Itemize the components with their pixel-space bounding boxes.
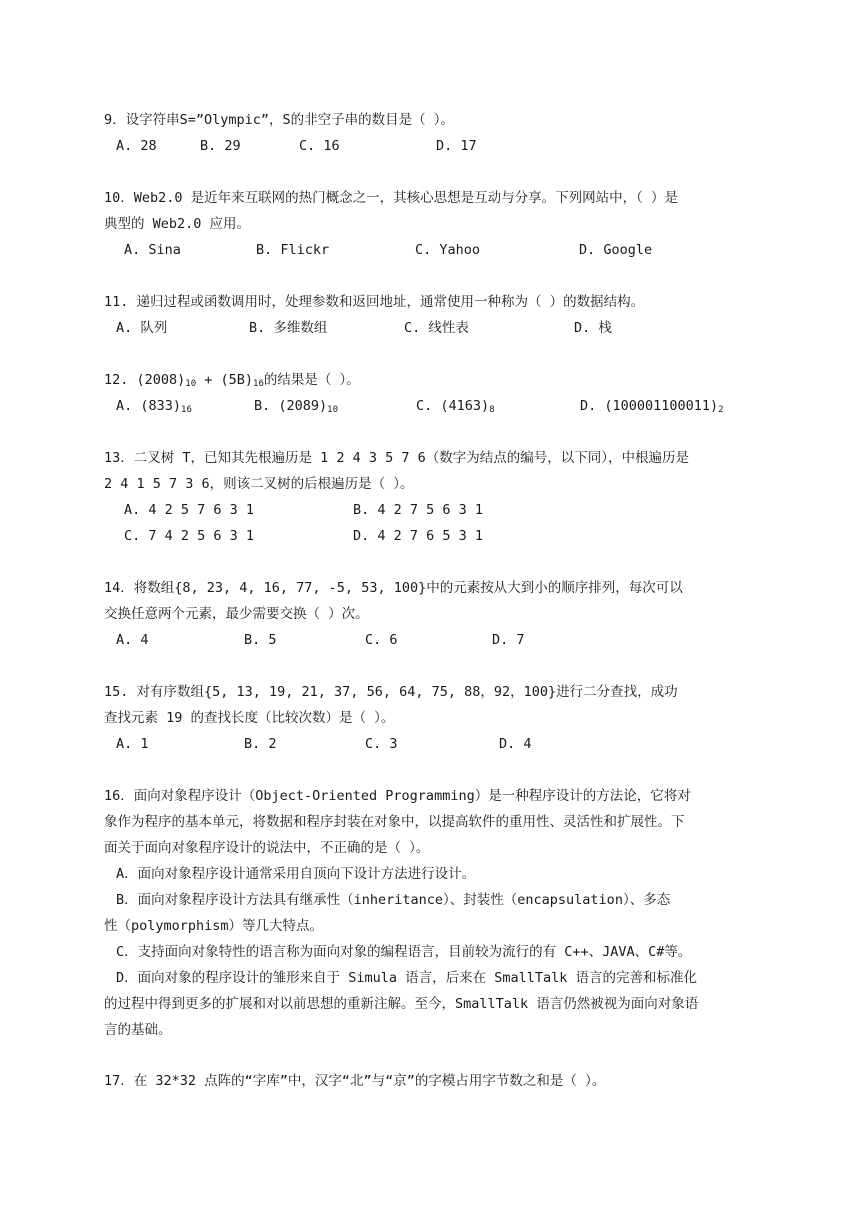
base-subscript: 10	[185, 379, 197, 389]
option-c: C. Yahoo	[415, 242, 481, 258]
question-17	[104, 1068, 764, 1094]
stem-part: + (5B)	[196, 372, 254, 388]
option-d: D. 7	[492, 632, 525, 648]
question-13	[104, 445, 764, 549]
option-a-value: A. (833)	[116, 398, 182, 414]
option-b: B. 5	[244, 632, 277, 648]
question-stem-line-2: 象作为程序的基本单元，将数据和程序封装在对象中，以提高软件的重用性、灵活性和扩展性。下	[104, 814, 685, 830]
option-c: C. 16	[299, 138, 340, 154]
question-10	[104, 185, 764, 263]
question-stem-line-2: 2 4 1 5 7 3 6，则该二叉树的后根遍历是（ ）。	[104, 476, 414, 492]
option-d: D. 17	[436, 138, 477, 154]
option-c: C. 7 4 2 5 6 3 1	[124, 528, 255, 544]
base-subscript: 16	[253, 379, 264, 389]
option-d-line-1: D．面向对象的程序设计的雏形来自于 Simula 语言，后来在 SmallTalk 语言的完善和标准化	[116, 970, 698, 986]
question-stem-line-3: 面关于面向对象程序设计的说法中，不正确的是（ ）。	[104, 840, 430, 856]
option-a: A. 1	[116, 736, 149, 752]
option-row	[104, 627, 764, 653]
option-a: A. 队列	[116, 320, 168, 336]
question-stem	[104, 367, 764, 393]
question-16	[104, 783, 764, 1043]
option-d: D. 4	[499, 736, 532, 752]
base-subscript: 8	[489, 405, 495, 415]
option-d: D. 栈	[574, 320, 612, 336]
question-stem: 9．设字符串S=”Olympic”，S的非空子串的数目是（ ）。	[104, 112, 455, 128]
option-c: C. 线性表	[404, 320, 469, 336]
option-d: D. 4 2 7 6 5 3 1	[353, 528, 484, 544]
option-d	[580, 393, 724, 419]
option-row-2	[104, 523, 764, 549]
option-c	[416, 393, 495, 419]
option-row	[104, 731, 764, 757]
option-a: A. 4	[116, 632, 149, 648]
question-14	[104, 575, 764, 653]
option-c: C. 6	[365, 632, 398, 648]
base-subscript: 2	[718, 405, 724, 415]
option-b-line-1: B．面向对象程序设计方法具有继承性（inheritance）、封装性（encapsulation）、多态	[116, 892, 671, 908]
option-d-value: D. (100001100011)	[580, 398, 719, 414]
option-b	[254, 393, 338, 419]
option-a: A. Sina	[124, 242, 181, 258]
option-c: C．支持面向对象特性的语言称为面向对象的编程语言，目前较为流行的有 C++、JAVA、C#等。	[116, 944, 692, 960]
question-11	[104, 289, 764, 341]
question-12	[104, 367, 764, 419]
option-a: A．面向对象程序设计通常采用自顶向下设计方法进行设计。	[116, 866, 476, 882]
question-stem-line-2: 查找元素 19 的查找长度（比较次数）是（ ）。	[104, 710, 395, 726]
option-row	[104, 393, 764, 419]
option-b-line-2: 性（polymorphism）等几大特点。	[104, 918, 324, 934]
option-c-value: C. (4163)	[416, 398, 490, 414]
option-row-1	[104, 497, 764, 523]
question-stem-line-1: 10．Web2.0 是近年来互联网的热门概念之一，其核心思想是互动与分享。下列网站中，（ ）是	[104, 190, 679, 206]
option-row	[104, 133, 764, 159]
question-9	[104, 107, 764, 159]
option-a: A. 4 2 5 7 6 3 1	[124, 502, 255, 518]
option-b: B. 2	[244, 736, 277, 752]
option-d-line-3: 言的基础。	[104, 1022, 172, 1038]
option-b: B. 4 2 7 5 6 3 1	[353, 502, 484, 518]
option-d-line-2: 的过程中得到更多的扩展和对以前思想的重新注解。至今，SmallTalk 语言仍然被视为面向对象语	[104, 996, 699, 1012]
question-stem-line-2: 交换任意两个元素，最少需要交换（ ）次。	[104, 606, 369, 622]
question-stem-line-1: 15. 对有序数组{5, 13, 19, 21, 37, 56, 64, 75, 88，92，100}进行二分查找，成功	[104, 684, 678, 700]
question-stem-line-2: 典型的 Web2.0 应用。	[104, 216, 251, 232]
option-d: D. Google	[579, 242, 653, 258]
option-a: A. 28	[116, 138, 157, 154]
option-c: C. 3	[365, 736, 398, 752]
question-15	[104, 679, 764, 757]
option-row	[104, 315, 764, 341]
option-b: B. Flickr	[256, 242, 330, 258]
question-stem: 17．在 32*32 点阵的“字库”中，汉字“北”与“京”的字模占用字节数之和是（ ）。	[104, 1073, 606, 1089]
option-b: B. 29	[200, 138, 241, 154]
question-stem-line-1: 14．将数组{8, 23, 4, 16, 77, -5, 53, 100}中的元素按从大到小的顺序排列，每次可以	[104, 580, 683, 596]
stem-part: 的结果是（ ）。	[263, 372, 360, 388]
question-stem: 11. 递归过程或函数调用时，处理参数和返回地址，通常使用一种称为（ ）的数据结构。	[104, 294, 645, 310]
base-subscript: 16	[181, 405, 192, 415]
question-stem-line-1: 16．面向对象程序设计（Object-Oriented Programming）是一种程序设计的方法论，它将对	[104, 788, 691, 804]
base-subscript: 10	[327, 405, 338, 415]
option-row	[104, 237, 764, 263]
option-a	[116, 393, 192, 419]
question-stem-line-1: 13．二叉树 T，已知其先根遍历是 1 2 4 3 5 7 6（数字为结点的编号，以下同），中根遍历是	[104, 450, 690, 466]
option-b: B. 多维数组	[249, 320, 328, 336]
stem-part: 12. (2008)	[104, 372, 186, 388]
option-b-value: B. (2089)	[254, 398, 328, 414]
